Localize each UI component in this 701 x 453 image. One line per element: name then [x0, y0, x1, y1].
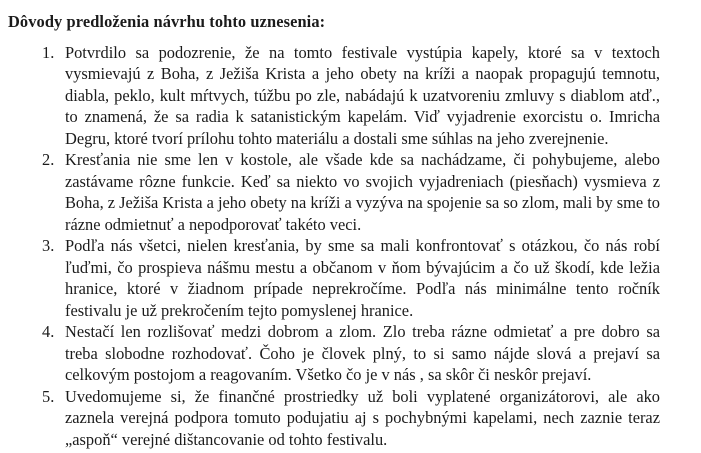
- list-item-text: Potvrdilo sa podozrenie, že na tomto festivale vystúpia kapely, ktoré sa v textoch vysmievajú z Boha, z Ježiša Krista a jeho obety na kríži a naopak propagujú temnotu, diabla, peklo, kult mŕtvych, túžbu po zle, nabádajú k uzatvoreniu zmluvy s diablom atď., to znamená, že sa radia k satanistickým kapelám. Viď vyjadrenie exorcistu o. Imricha Degru, ktoré tvorí prílohu tohto materiálu a dostali sme súhlas na jeho zverejnenie.: [65, 42, 660, 148]
- list-item-number: 4.: [42, 322, 55, 341]
- reasons-list: [42, 42, 660, 451]
- list-item-number: 1.: [42, 42, 55, 62]
- list-item-number: 3.: [42, 236, 55, 255]
- list-item-1: [42, 42, 660, 150]
- list-item-text: Nestačí len rozlišovať medzi dobrom a zlom. Zlo treba rázne odmietať a pre dobro sa treba slobodne rozhodovať. Čoho je človek plný, to si samo nájde slová a prejaví sa celkovým postojom a reagovaním. Všetko čo je v nás , sa skôr či neskôr prejaví.: [65, 322, 660, 384]
- list-item-text: Uvedomujeme si, že finančné prostriedky už boli vyplatené organizátorovi, ale ako zaznela verejná podpora tomuto podujatiu aj s pochybnými kapelami, nech zaznie teraz „aspoň“ verejné dištancovanie od tohto festivalu.: [65, 386, 660, 449]
- list-item-number: 5.: [42, 386, 55, 406]
- list-item-2: [42, 149, 660, 235]
- list-item-5: [42, 386, 660, 451]
- list-item-text: Kresťania nie sme len v kostole, ale všade kde sa nachádzame, či pohybujeme, alebo zastávame rôzne funkcie. Keď sa niekto vo svojich vyjadreniach (piesňach) vysmieva z Boha, z Ježiša Krista a jeho obety na kríži a vyzýva na spojenie sa so zlom, mali by sme to rázne odmietnuť a nepodporovať takéto veci.: [65, 150, 660, 234]
- list-item-number: 2.: [42, 150, 55, 169]
- list-item-text: Podľa nás všetci, nielen kresťania, by sme sa mali konfrontovať s otázkou, čo nás robí ľuďmi, čo prospieva nášmu mestu a občanom v ňom bývajúcim a čo už škodí, kde ležia hranice, ktoré v žiadnom prípade neprekročíme. Podľa nás minimálne tento ročník festivalu je už prekročením tejto pomyslenej hranice.: [65, 236, 660, 320]
- list-item-3: [42, 235, 660, 321]
- document-heading: Dôvody predloženia návrhu tohto uznesenia:: [8, 12, 326, 31]
- list-item-4: [42, 321, 660, 386]
